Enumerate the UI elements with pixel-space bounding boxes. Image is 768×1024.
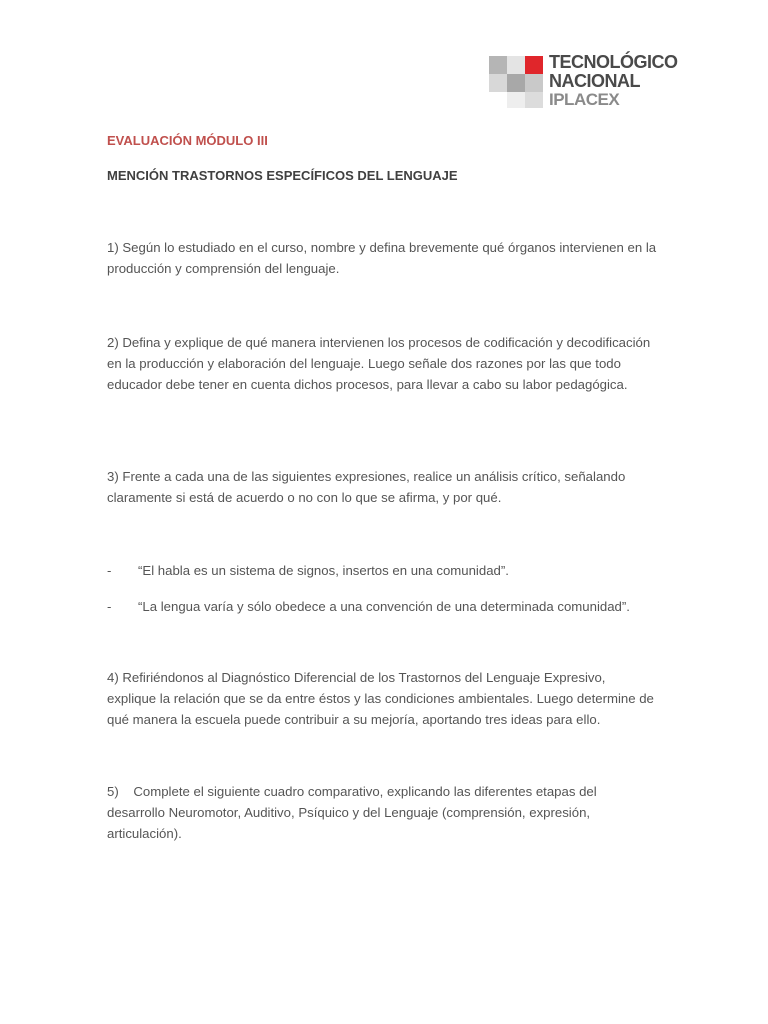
logo-line-iplacex: IPLACEX (549, 90, 620, 109)
logo-line-nacional: NACIONAL (549, 71, 640, 91)
bullet-dash: - (107, 599, 112, 614)
question-4: 4) Refiriéndonos al Diagnóstico Diferencial de los Trastornos del Lenguaje Expresivo, explique la relación que se da entre éstos y las condiciones ambientales. Luego determine de qué manera la escuela puede contribuir a su mejoría, aportando tres ideas para ello. (107, 670, 654, 727)
logo-mark-icon (489, 54, 545, 110)
bullet-text: “El habla es un sistema de signos, insertos en una comunidad”. (138, 563, 509, 578)
logo-text (549, 54, 678, 108)
document-title: EVALUACIÓN MÓDULO III (107, 133, 268, 148)
question-1: 1) Según lo estudiado en el curso, nombre y defina brevemente qué órganos intervienen en la producción y comprensión del lenguaje. (107, 240, 657, 276)
question-3: 3) Frente a cada una de las siguientes expresiones, realice un análisis crítico, señalando claramente si está de acuerdo o no con lo que se afirma, y por qué. (107, 469, 626, 505)
bullet-text: “La lengua varía y sólo obedece a una convención de una determinada comunidad”. (138, 599, 630, 614)
question-2: 2) Defina y explique de qué manera intervienen los procesos de codificación y decodificación en la producción y elaboración del lenguaje. Luego señale dos razones por las que todo educador debe tener en cuenta dichos procesos, para llevar a cabo su labor pedagógica. (107, 335, 651, 392)
logo-line-tecnologico: TECNOLÓGICO (549, 52, 678, 72)
institution-logo (489, 54, 689, 110)
bullet-item-1 (107, 560, 687, 581)
bullet-dash: - (107, 563, 112, 578)
bullet-item-2 (107, 596, 687, 617)
question-5: 5) Complete el siguiente cuadro comparativo, explicando las diferentes etapas del desarrollo Neuromotor, Auditivo, Psíquico y del Lenguaje (comprensión, expresión, articulación). (107, 784, 601, 841)
document-subtitle: MENCIÓN TRASTORNOS ESPECÍFICOS DEL LENGUAJE (107, 168, 458, 183)
